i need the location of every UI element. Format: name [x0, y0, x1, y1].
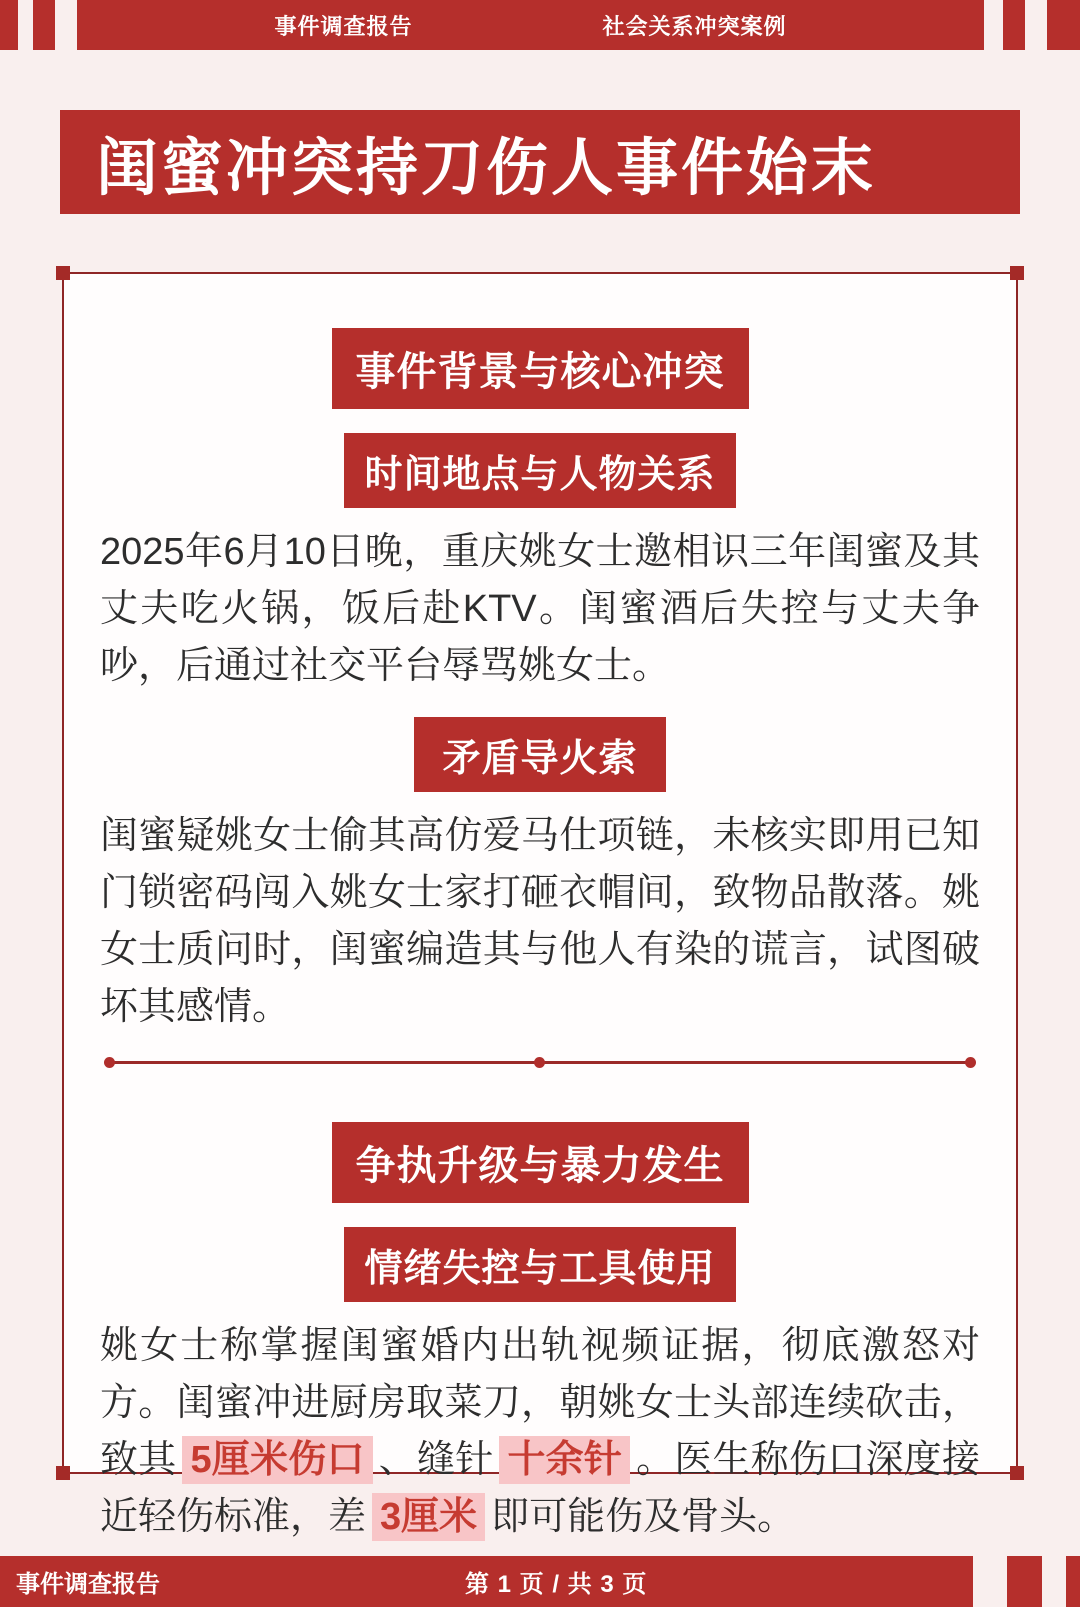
corner-stripe-top-right-inner [1003, 0, 1025, 50]
header-bar [77, 0, 984, 50]
corner-stripe-top-right-outer [1047, 0, 1080, 50]
section-subheading-badge: 时间地点与人物关系 [344, 433, 735, 508]
corner-stripe-top-left-outer [0, 0, 18, 50]
paragraph-text: 即可能伤及骨头。 [491, 1496, 796, 1538]
page-title: 闺蜜冲突持刀伤人事件始末 [96, 133, 877, 203]
paragraph-text: 姚女士称掌握闺蜜婚内出轨视频证据，彻底激怒对方。闺蜜冲进厨房取菜刀，朝姚女士头部连续砍击，致其 [100, 1325, 980, 1481]
footer-stripe-gap [973, 1556, 1007, 1607]
trigger-subheading-badge: 矛盾导火索 [414, 717, 665, 792]
divider-dot-center [534, 1057, 545, 1068]
highlight-term: 3厘米 [372, 1493, 485, 1541]
frame-corner-top-left [56, 266, 70, 280]
header-doc-type-label: 事件调查报告 [274, 13, 413, 39]
paragraph-text: 、缝针 [378, 1439, 494, 1481]
footer-stripe-gap [1042, 1556, 1066, 1607]
divider-dot-left [104, 1057, 115, 1068]
header-case-type-label: 社会关系冲突案例 [602, 13, 787, 39]
frame-corner-bottom-left [56, 1466, 70, 1480]
title-banner [60, 110, 1020, 214]
section-heading-badge: 事件背景与核心冲突 [332, 328, 749, 409]
footer-bar [0, 1556, 1080, 1607]
footer-doc-type-label: 事件调查报告 [16, 1571, 160, 1598]
content-frame [62, 272, 1018, 1538]
corner-stripe-top-left-inner [33, 0, 55, 50]
highlight-term: 5厘米伤口 [182, 1436, 372, 1484]
body-paragraph: 闺蜜疑姚女士偷其高仿爱马仕项链，未核实即用已知门锁密码闯入姚女士家打砸衣帽间，致物品散落。姚女士质问时，闺蜜编造其与他人有染的谎言，试图破坏其感情。 [100, 815, 980, 1028]
section-heading-badge: 争执升级与暴力发生 [332, 1122, 749, 1203]
section-divider [104, 1056, 976, 1068]
divider-dot-right [965, 1057, 976, 1068]
footer-page-indicator: 第 1 页 / 共 3 页 [465, 1571, 648, 1598]
frame-corner-top-right [1010, 266, 1024, 280]
body-paragraph: 2025年6月10日晚，重庆姚女士邀相识三年闺蜜及其丈夫吃火锅，饭后赴KTV。闺蜜酒后失控与丈夫争吵，后通过社交平台辱骂姚女士。 [100, 531, 980, 687]
body-paragraph [100, 1318, 980, 1546]
highlight-term: 十余针 [499, 1436, 630, 1484]
section-subheading-badge: 情绪失控与工具使用 [344, 1227, 735, 1302]
frame-corner-bottom-right [1010, 1466, 1024, 1480]
paragraph-text: 。医生称伤口深度接近轻伤标准，差 [100, 1439, 980, 1538]
